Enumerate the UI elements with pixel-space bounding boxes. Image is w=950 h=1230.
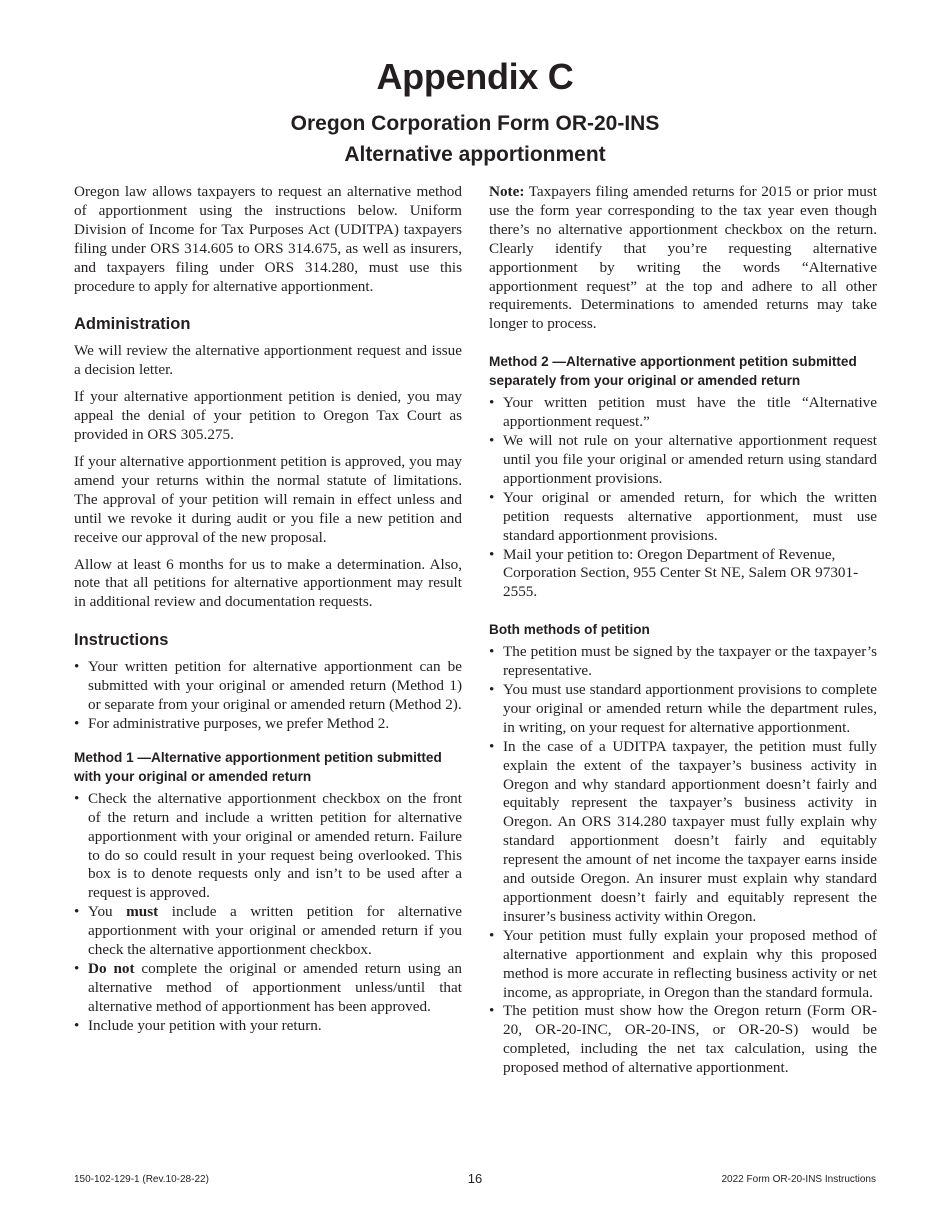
page-subtitle: [0, 108, 950, 170]
footer-form-number: 150-102-129-1 (Rev.10-28-22): [74, 1174, 209, 1185]
both-methods-bullet-3: • In the case of a UDITPA taxpayer, the petition must fully explain the extent of the taxpayer’s business activity in Oregon and why standard apportionment doesn’t fairly and equitably represent the taxpayer’s business activity in Oregon. An ORS 314.280 taxpayer must fully explain why standard apportionment doesn’t fairly and equitably represent the amount of net income the taxpayer earns inside and outside Oregon. An insurer must explain why standard apportionment doesn’t fairly and equitably represent the insurer’s business activity within Oregon.: [489, 738, 877, 927]
both-methods-bullet-5: • The petition must show how the Oregon return (Form OR-20, OR-20-INC, OR-20-INS, or OR-20-S) would be completed, including the net tax calculation, using the proposed method of alternative apportionment.: [489, 1002, 877, 1078]
administration-paragraph-3: If your alternative apportionment petition is approved, you may amend your returns within the normal statute of limitations. The approval of your petition will remain in effect unless and until we revoke it during audit or you file a new petition and receive our approval of the new proposal.: [74, 452, 462, 546]
method-2-bullet-2: • We will not rule on your alternative apportionment request until you file your original or amended return using standard apportionment provisions.: [489, 432, 877, 489]
method-2-bullet-1: • Your written petition must have the title “Alternative apportionment request.”: [489, 394, 877, 432]
note-label: Note:: [489, 183, 525, 200]
page-title: Appendix C: [376, 56, 574, 97]
footer-page-number: 16: [467, 1171, 483, 1186]
footer-form-title: 2022 Form OR-20-INS Instructions: [721, 1174, 876, 1185]
method-2-list: [489, 394, 877, 602]
method-1-bullet-2: [74, 903, 462, 960]
method-1-bullet-3-emphasis: Do not: [88, 960, 135, 977]
instructions-heading: Instructions: [74, 631, 169, 650]
both-methods-bullet-1: • The petition must be signed by the taxpayer or the taxpayer’s representative.: [489, 643, 877, 681]
instructions-list: [74, 658, 462, 734]
method-1-bullet-2-post: include a written petition for alternative apportionment with your original or amended return if you check the alternative apportionment checkbox.: [88, 903, 462, 959]
method-2-heading: Method 2 —Alternative apportionment petition submitted separately from your original or amended return: [489, 354, 857, 389]
method-1-list: [74, 790, 462, 1036]
both-methods-list: [489, 643, 877, 1078]
method-1-bullet-2-emphasis: must: [126, 903, 159, 921]
administration-heading: Administration: [74, 315, 191, 334]
subtitle-line-2: Alternative apportionment: [344, 143, 606, 166]
intro-paragraph: Oregon law allows taxpayers to request an alternative method of apportionment using the instructions below. Uniform Division of Income for Tax Purposes Act (UDITPA) taxpayers filing under ORS 314.605 to ORS 314.675, as well as insurers, and taxpayers filing under ORS 314.280, must use this procedure to apply for alternative apportionment.: [74, 183, 462, 295]
method-1-bullet-2-pre: You: [88, 903, 127, 921]
method-1-bullet-1: • Check the alternative apportionment checkbox on the front of the return and include a written petition for alternative apportionment with your original or amended return. Failure to do so could result in your request being overlooked. This box is to denote requests only and isn’t to be used after a request is approved.: [74, 790, 462, 903]
instructions-bullet-2: • For administrative purposes, we prefer Method 2.: [74, 715, 462, 734]
method-1-bullet-4: • Include your petition with your return.: [74, 1017, 462, 1036]
method-2-bullet-4: • Mail your petition to: Oregon Department of Revenue, Corporation Section, 955 Center St NE, Salem OR 97301-2555.: [489, 546, 877, 603]
both-methods-bullet-2: • You must use standard apportionment provisions to complete your original or amended return while the department rules, in writing, on your request for alternative apportionment.: [489, 681, 877, 738]
both-methods-bullet-4: • Your petition must fully explain your proposed method of alternative apportionment and explain why this proposed method is more accurate in reflecting business activity or net income, as appropriate, in Oregon than the standard formula.: [489, 927, 877, 1003]
note-text: Taxpayers filing amended returns for 2015 or prior must use the form year corresponding to the tax year even though there’s no alternative apportionment checkbox on the return. Clearly identify that you’re requesting alternative apportionment by writing the words “Alternative apportionment request” at the top and adhere to all other requirements. Determinations to amended returns may take longer to process.: [489, 183, 877, 333]
administration-paragraph-1: We will review the alternative apportionment request and issue a decision letter.: [74, 342, 462, 379]
both-methods-heading: Both methods of petition: [489, 622, 650, 638]
administration-paragraph-4: Allow at least 6 months for us to make a determination. Also, note that all petitions for alternative apportionment may result in additional review and documentation requests.: [74, 555, 462, 611]
note-paragraph: [489, 183, 877, 334]
instructions-bullet-1: • Your written petition for alternative apportionment can be submitted with your original or amended return (Method 1) or separate from your original or amended return (Method 2).: [74, 658, 462, 715]
method-2-bullet-3: • Your original or amended return, for which the written petition requests alternative apportionment, must use standard apportionment provisions.: [489, 489, 877, 546]
right-column: [489, 183, 877, 1082]
method-1-bullet-3: [74, 960, 462, 1017]
method-1-bullet-3-post: complete the original or amended return using an alternative method of apportionment unless/until that alternative method of apportionment has been approved.: [88, 960, 462, 1015]
administration-paragraph-2: If your alternative apportionment petition is denied, you may appeal the denial of your petition to Oregon Tax Court as provided in ORS 305.275.: [74, 388, 462, 444]
subtitle-line-1: Oregon Corporation Form OR-20-INS: [290, 112, 660, 135]
left-column: [74, 183, 462, 1040]
method-1-heading: Method 1 —Alternative apportionment petition submitted with your original or amended return: [74, 749, 442, 784]
